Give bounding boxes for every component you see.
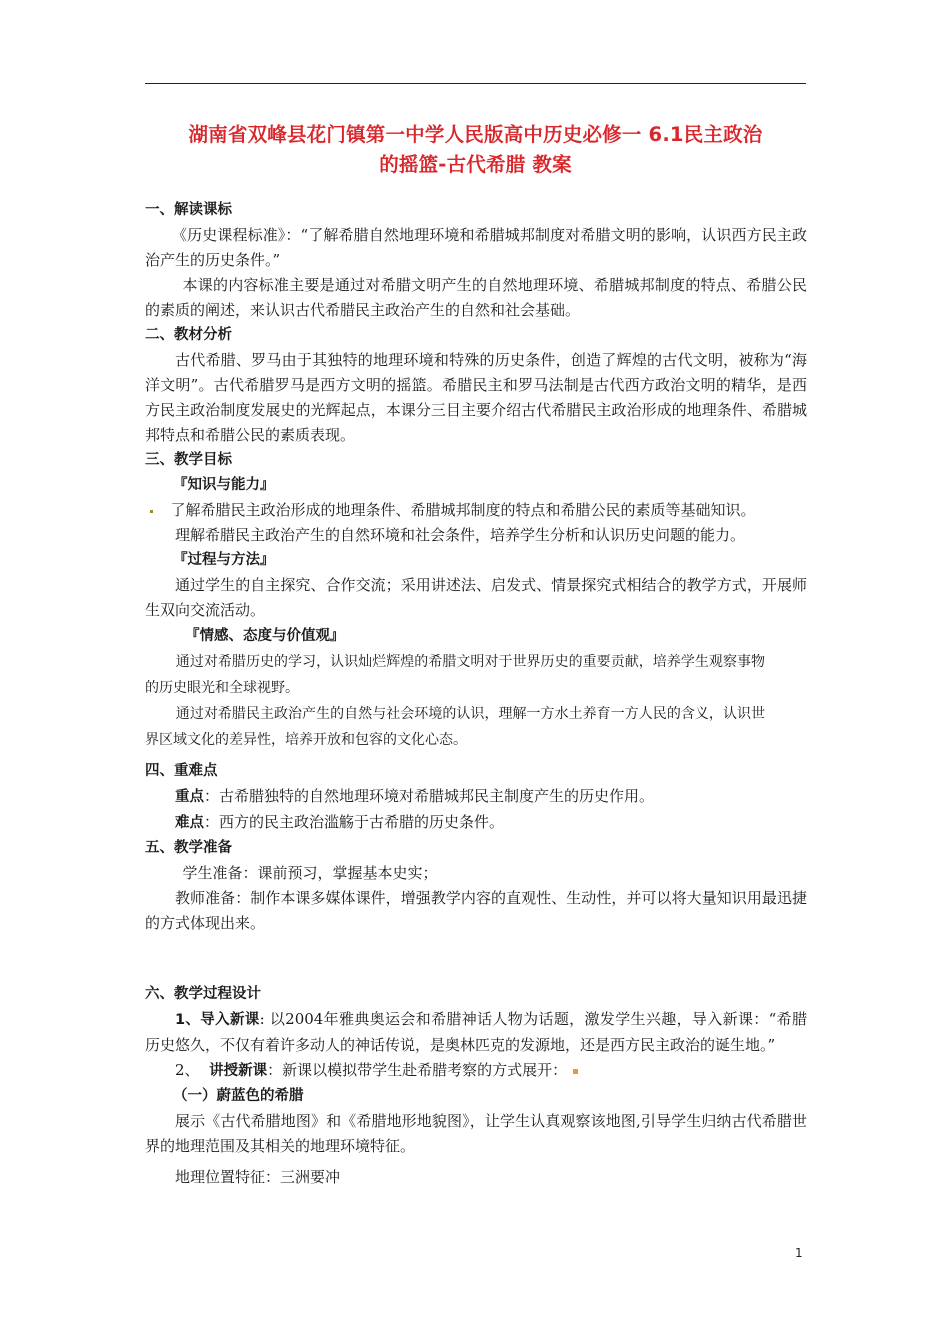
knowledge-paragraph-1: 了解希腊民主政治形成的地理条件、希腊城邦制度的特点和希腊公民的素质等基础知识。: [145, 498, 807, 523]
textbook-analysis-paragraph: 古代希腊、罗马由于其独特的地理环境和特殊的历史条件，创造了辉煌的古代文明，被称为“海洋文明”。古代希腊罗马是西方文明的摇篮。希腊民主和罗马法制是古代西方政治文明的精华，是西方民主政治制度发展史的光辉起点，本课分三目主要介绍古代希腊民主政治形成的地理条件、希腊城邦特点和希腊公民的素质表现。: [145, 351, 807, 444]
marker-dot-icon: [573, 1069, 578, 1074]
difficult-point-line: [145, 810, 807, 836]
part-one-heading: （一）蔚蓝色的希腊: [173, 1088, 304, 1104]
key-point-text: ：古希腊独特的自然地理环境对希腊城邦民主制度产生的历史作用。: [204, 787, 655, 805]
section-heading-process: 六、教学过程设计: [145, 986, 261, 1002]
intro-paragraph: [145, 1007, 807, 1058]
lecture-label: 讲授新课: [209, 1063, 268, 1079]
title-line-1: 湖南省双峰县花门镇第一中学人民版高中历史必修一 6.1民主政治: [188, 123, 763, 146]
section-heading-textbook-analysis: 二、教材分析: [145, 327, 232, 343]
section-heading-key-points: 四、重难点: [145, 763, 218, 779]
intro-text: : 以2004年雅典奥运会和希腊神话人物为话题，激发学生兴趣，导入新课：“希腊历史悠久，不仅有着许多动人的神话传说，是奥林匹克的发源地，还是西方民主政治的诞生地。”: [145, 1010, 807, 1054]
key-point-label: 重点: [175, 789, 204, 805]
lecture-text: ：新课以模拟带学生赴希腊考察的方式展开：: [267, 1061, 568, 1079]
emotion-values-block: [145, 623, 765, 753]
lecture-number: 2、: [175, 1061, 200, 1079]
lecture-line: [145, 1058, 807, 1084]
method-paragraph: 通过学生的自主探究、合作交流；采用讲述法、启发式、情景探究式相结合的教学方式，开展师生双向交流活动。: [145, 576, 807, 619]
difficult-point-label: 难点: [175, 815, 204, 831]
teacher-preparation: 教师准备：制作本课多媒体课件，增强教学内容的直观性、生动性，并可以将大量知识用最迅捷的方式体现出来。: [145, 889, 807, 932]
document-title: [145, 120, 806, 180]
subheading-emotion-values: 『情感、态度与价值观』: [185, 628, 345, 644]
header-rule: [145, 83, 806, 84]
student-preparation: 学生准备：课前预习，掌握基本史实；: [182, 864, 438, 882]
subheading-process-method: 『过程与方法』: [173, 552, 275, 568]
subheading-knowledge-ability: 『知识与能力』: [173, 477, 275, 493]
page-number: 1: [795, 1246, 803, 1260]
key-point-line: [145, 784, 807, 810]
geo-feature-line: 地理位置特征：三洲要冲: [175, 1168, 341, 1186]
title-line-2: 的摇篮-古代希腊 教案: [379, 153, 572, 176]
curriculum-standard-paragraph: 《历史课程标准》：“了解希腊自然地理环境和希腊城邦制度对希腊文明的影响，认识西方民主政治产生的历史条件。”: [145, 226, 807, 269]
part-one-paragraph: 展示《古代希腊地图》和《希腊地形地貌图》，让学生认真观察该地图,引导学生归纳古代希腊世界的地理范围及其相关的地理环境特征。: [145, 1112, 807, 1155]
intro-label: 1、导入新课: [175, 1012, 260, 1028]
knowledge-paragraph-2: 理解希腊民主政治产生的自然环境和社会条件，培养学生分析和认识历史问题的能力。: [175, 526, 746, 544]
emotion-paragraph-2: 通过对希腊民主政治产生的自然与社会环境的认识，理解一方水土养育一方人民的含义，认识世界区域文化的差异性，培养开放和包容的文化心态。: [145, 706, 765, 748]
bullet-dot-icon: [150, 510, 153, 513]
emotion-paragraph-1: 通过对希腊历史的学习，认识灿烂辉煌的希腊文明对于世界历史的重要贡献，培养学生观察事物的历史眼光和全球视野。: [145, 654, 765, 696]
section-heading-objectives: 三、教学目标: [145, 452, 232, 468]
document-body: [145, 198, 807, 1190]
difficult-point-text: ：西方的民主政治滥觞于古希腊的历史条件。: [204, 813, 505, 831]
section-heading-preparation: 五、教学准备: [145, 840, 232, 856]
content-standard-paragraph: 本课的内容标准主要是通过对希腊文明产生的自然地理环境、希腊城邦制度的特点、希腊公民的素质的阐述，来认识古代希腊民主政治产生的自然和社会基础。: [145, 276, 807, 319]
section-heading-curriculum: 一、解读课标: [145, 202, 232, 218]
